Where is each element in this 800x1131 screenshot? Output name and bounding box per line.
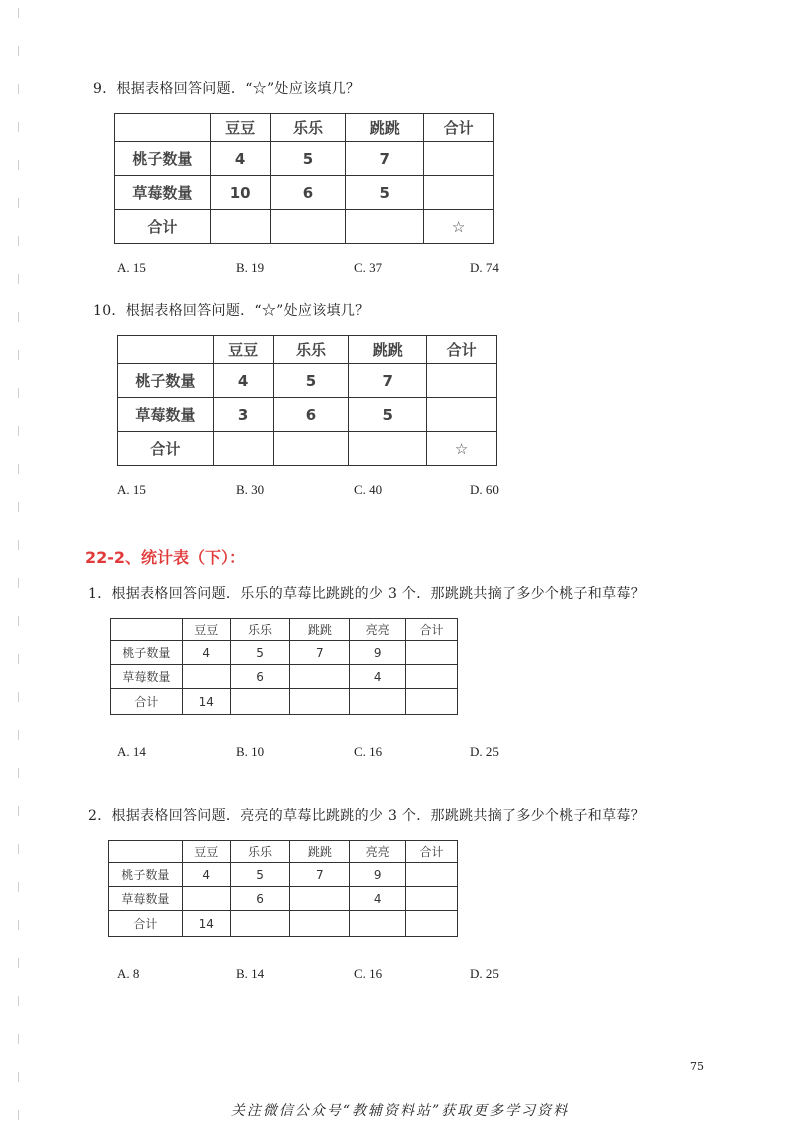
binding-mark — [18, 654, 19, 664]
table-cell: 5 — [349, 398, 427, 432]
section-question-2-table — [108, 840, 458, 937]
binding-mark — [18, 350, 19, 360]
binding-mark — [18, 198, 19, 208]
table-cell: 9 — [350, 641, 406, 665]
table-cell: 5 — [273, 364, 349, 398]
binding-mark — [18, 1034, 19, 1044]
binding-mark — [18, 160, 19, 170]
table-cell — [427, 364, 497, 398]
option-b: B. 30 — [236, 482, 265, 497]
table-cell: 4 — [213, 364, 273, 398]
binding-mark — [18, 844, 19, 854]
option-b: B. 19 — [236, 260, 265, 275]
table-cell: 7 — [290, 863, 350, 887]
option-c: C. 16 — [354, 966, 383, 981]
binding-mark — [18, 882, 19, 892]
binding-mark — [18, 502, 19, 512]
binding-mark — [18, 768, 19, 778]
table-header-cell: 跳跳 — [290, 841, 350, 863]
table-cell: 10 — [210, 176, 270, 210]
section-question-1-table — [110, 618, 458, 715]
table-cell — [406, 887, 458, 911]
table-cell: 4 — [182, 641, 230, 665]
option-c: C. 16 — [354, 744, 383, 759]
table-header-cell: 豆豆 — [182, 619, 230, 641]
table-header-cell: 跳跳 — [290, 619, 350, 641]
row-label: 合计 — [109, 911, 183, 937]
table-header-cell: 乐乐 — [273, 336, 349, 364]
table-cell: 6 — [230, 887, 290, 911]
binding-mark — [18, 236, 19, 246]
binding-mark — [18, 122, 19, 132]
table-header-cell: 豆豆 — [182, 841, 230, 863]
option-c: C. 40 — [354, 482, 383, 497]
table-cell — [349, 432, 427, 466]
binding-mark — [18, 426, 19, 436]
option-a: A. 14 — [117, 744, 146, 759]
table-cell: 4 — [350, 887, 406, 911]
table-cell — [230, 911, 290, 937]
binding-mark — [18, 46, 19, 56]
binding-mark — [18, 958, 19, 968]
table-cell: 4 — [210, 142, 270, 176]
table-cell — [290, 887, 350, 911]
table-cell — [210, 210, 270, 244]
table-cell — [290, 689, 350, 715]
option-d: D. 25 — [470, 966, 499, 981]
option-b: B. 10 — [236, 744, 265, 759]
table-header-cell: 合计 — [406, 841, 458, 863]
table-cell — [182, 887, 230, 911]
table-header-cell: 亮亮 — [350, 619, 406, 641]
binding-mark — [18, 8, 19, 18]
binding-mark — [18, 388, 19, 398]
question-10-text: 10．根据表格回答问题．“☆”处应该填几？ — [93, 303, 370, 319]
table-cell — [406, 911, 458, 937]
option-a: A. 15 — [117, 482, 146, 497]
binding-mark — [18, 730, 19, 740]
table-header-cell: 合计 — [427, 336, 497, 364]
row-label: 草莓数量 — [109, 887, 183, 911]
binding-mark — [18, 312, 19, 322]
table-cell: 14 — [182, 689, 230, 715]
table-cell: 7 — [346, 142, 424, 176]
table-cell — [273, 432, 349, 466]
table-header-cell: 跳跳 — [349, 336, 427, 364]
table-cell — [350, 689, 406, 715]
binding-mark — [18, 692, 19, 702]
row-label: 草莓数量 — [118, 398, 214, 432]
table-cell: 5 — [230, 641, 290, 665]
section-title: 22-2、统计表（下）： — [85, 548, 246, 567]
question-9-text: 9．根据表格回答问题．“☆”处应该填几？ — [93, 81, 361, 97]
row-label: 桃子数量 — [109, 863, 183, 887]
table-cell: 3 — [213, 398, 273, 432]
table-cell: 7 — [290, 641, 350, 665]
binding-mark — [18, 616, 19, 626]
binding-mark — [18, 920, 19, 930]
table-header-cell — [115, 114, 211, 142]
binding-mark — [18, 996, 19, 1006]
table-cell: 14 — [182, 911, 230, 937]
table-header-cell: 乐乐 — [230, 619, 290, 641]
row-label: 桃子数量 — [118, 364, 214, 398]
table-header-cell — [109, 841, 183, 863]
footer-notice: 关注微信公众号“教辅资料站”获取更多学习资料 — [230, 1103, 570, 1119]
table-cell: 6 — [270, 176, 346, 210]
binding-mark — [18, 274, 19, 284]
page-number: 75 — [690, 1060, 704, 1073]
row-label: 草莓数量 — [111, 665, 183, 689]
option-c: C. 37 — [354, 260, 383, 275]
table-cell: 6 — [230, 665, 290, 689]
table-cell — [406, 641, 458, 665]
table-cell — [290, 911, 350, 937]
table-cell: 7 — [349, 364, 427, 398]
option-d: D. 60 — [470, 482, 499, 497]
table-cell — [182, 665, 230, 689]
table-cell — [346, 210, 424, 244]
binding-mark — [18, 806, 19, 816]
table-cell: 4 — [350, 665, 406, 689]
table-header-cell: 豆豆 — [213, 336, 273, 364]
table-cell — [424, 176, 494, 210]
table-cell: 6 — [273, 398, 349, 432]
table-header-cell — [111, 619, 183, 641]
option-a: A. 15 — [117, 260, 146, 275]
section-question-1-text: 1．根据表格回答问题．乐乐的草莓比跳跳的少 3 个．那跳跳共摘了多少个桃子和草莓？ — [88, 586, 646, 602]
table-cell — [424, 142, 494, 176]
table-cell: 4 — [182, 863, 230, 887]
option-d: D. 25 — [470, 744, 499, 759]
star-cell: ☆ — [427, 432, 497, 466]
table-cell — [350, 911, 406, 937]
table-header-cell: 豆豆 — [210, 114, 270, 142]
table-header-cell: 亮亮 — [350, 841, 406, 863]
table-cell — [406, 689, 458, 715]
star-cell: ☆ — [424, 210, 494, 244]
option-a: A. 8 — [117, 966, 140, 981]
binding-mark — [18, 578, 19, 588]
row-label: 草莓数量 — [115, 176, 211, 210]
table-cell — [427, 398, 497, 432]
table-header-cell: 乐乐 — [270, 114, 346, 142]
table-header-cell — [118, 336, 214, 364]
table-header-cell: 合计 — [406, 619, 458, 641]
option-d: D. 74 — [470, 260, 499, 275]
table-cell — [213, 432, 273, 466]
row-label: 合计 — [118, 432, 214, 466]
binding-edge-marks — [18, 0, 20, 1131]
section-question-2-text: 2．根据表格回答问题．亮亮的草莓比跳跳的少 3 个．那跳跳共摘了多少个桃子和草莓？ — [88, 808, 646, 824]
table-cell: 5 — [270, 142, 346, 176]
table-cell — [290, 665, 350, 689]
row-label: 桃子数量 — [115, 142, 211, 176]
table-cell — [270, 210, 346, 244]
table-header-cell: 乐乐 — [230, 841, 290, 863]
table-cell — [230, 689, 290, 715]
option-b: B. 14 — [236, 966, 265, 981]
table-header-cell: 合计 — [424, 114, 494, 142]
question-9-table — [114, 113, 494, 244]
table-cell: 9 — [350, 863, 406, 887]
question-10-table — [117, 335, 497, 466]
table-header-cell: 跳跳 — [346, 114, 424, 142]
table-cell: 5 — [346, 176, 424, 210]
row-label: 合计 — [111, 689, 183, 715]
binding-mark — [18, 84, 19, 94]
binding-mark — [18, 464, 19, 474]
row-label: 合计 — [115, 210, 211, 244]
row-label: 桃子数量 — [111, 641, 183, 665]
table-cell: 5 — [230, 863, 290, 887]
table-cell — [406, 665, 458, 689]
binding-mark — [18, 540, 19, 550]
table-cell — [406, 863, 458, 887]
binding-mark — [18, 1072, 19, 1082]
